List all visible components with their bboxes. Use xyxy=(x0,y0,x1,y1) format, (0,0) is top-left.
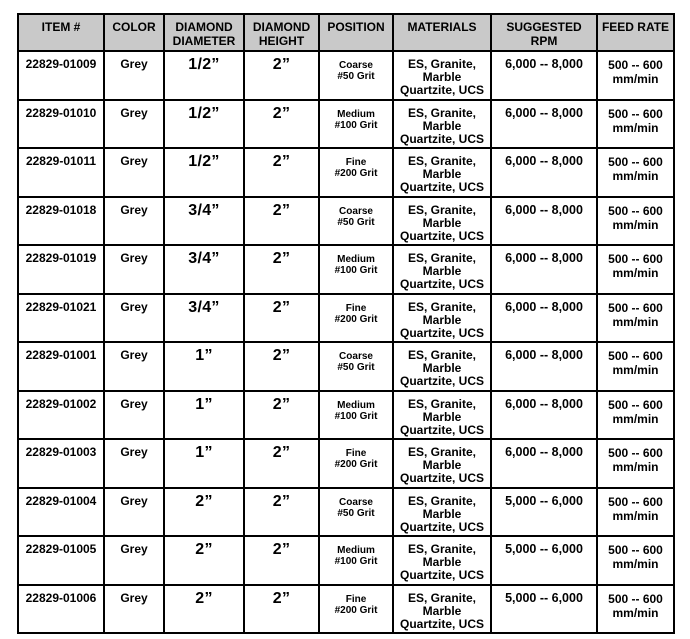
cell-materials: ES, Granite, Marble Quartzite, UCS xyxy=(393,342,491,391)
column-header-materials: MATERIALS xyxy=(393,14,491,51)
table-header xyxy=(18,14,674,51)
cell-position xyxy=(319,51,393,100)
cell-suggested-rpm: 6,000 -- 8,000 xyxy=(491,148,597,197)
cell-diamond-diameter: 2” xyxy=(164,536,244,585)
table-row xyxy=(18,439,674,488)
position-grade: Fine xyxy=(345,448,367,459)
cell-feed-rate: 500 -- 600 mm/min xyxy=(597,488,674,537)
cell-diamond-height: 2” xyxy=(244,100,319,149)
cell-suggested-rpm: 6,000 -- 8,000 xyxy=(491,391,597,440)
position-grit: #100 Grit xyxy=(334,119,378,131)
cell-position xyxy=(319,148,393,197)
table-row xyxy=(18,391,674,440)
column-header-diamond-height: DIAMOND HEIGHT xyxy=(244,14,319,51)
cell-diamond-diameter: 1” xyxy=(164,439,244,488)
cell-feed-rate: 500 -- 600 mm/min xyxy=(597,294,674,343)
cell-color: Grey xyxy=(104,488,164,537)
position-grade: Coarse xyxy=(339,205,373,217)
table-row xyxy=(18,100,674,149)
cell-suggested-rpm: 6,000 -- 8,000 xyxy=(491,245,597,294)
cell-position xyxy=(319,439,393,488)
cell-diamond-height: 2” xyxy=(244,197,319,246)
cell-position xyxy=(319,488,393,537)
cell-item-number: 22829-01001 xyxy=(18,342,104,391)
position-grade: Fine xyxy=(345,157,367,168)
position-grit: #200 Grit xyxy=(334,459,378,470)
cell-color: Grey xyxy=(104,585,164,634)
column-header-item-number: ITEM # xyxy=(18,14,104,51)
cell-position xyxy=(319,100,393,149)
cell-suggested-rpm: 6,000 -- 8,000 xyxy=(491,51,597,100)
cell-suggested-rpm: 6,000 -- 8,000 xyxy=(491,342,597,391)
table-row xyxy=(18,148,674,197)
cell-position xyxy=(319,245,393,294)
cell-diamond-height: 2” xyxy=(244,391,319,440)
product-spec-table xyxy=(17,13,675,634)
position-grit: #50 Grit xyxy=(337,216,375,228)
column-header-position: POSITION xyxy=(319,14,393,51)
cell-suggested-rpm: 6,000 -- 8,000 xyxy=(491,197,597,246)
cell-position xyxy=(319,342,393,391)
table-body xyxy=(18,51,674,633)
cell-item-number: 22829-01009 xyxy=(18,51,104,100)
cell-item-number: 22829-01006 xyxy=(18,585,104,634)
cell-diamond-diameter: 2” xyxy=(164,488,244,537)
cell-feed-rate: 500 -- 600 mm/min xyxy=(597,585,674,634)
cell-position xyxy=(319,391,393,440)
cell-diamond-height: 2” xyxy=(244,148,319,197)
cell-position xyxy=(319,294,393,343)
cell-color: Grey xyxy=(104,536,164,585)
cell-suggested-rpm: 5,000 -- 6,000 xyxy=(491,488,597,537)
cell-item-number: 22829-01021 xyxy=(18,294,104,343)
cell-diamond-diameter: 1/2” xyxy=(164,148,244,197)
cell-item-number: 22829-01002 xyxy=(18,391,104,440)
cell-feed-rate: 500 -- 600 mm/min xyxy=(597,439,674,488)
cell-materials: ES, Granite, Marble Quartzite, UCS xyxy=(393,245,491,294)
cell-suggested-rpm: 6,000 -- 8,000 xyxy=(491,439,597,488)
cell-diamond-diameter: 1/2” xyxy=(164,100,244,149)
cell-diamond-diameter: 1/2” xyxy=(164,51,244,100)
table-row xyxy=(18,197,674,246)
cell-item-number: 22829-01003 xyxy=(18,439,104,488)
cell-materials: ES, Granite, Marble Quartzite, UCS xyxy=(393,585,491,634)
cell-materials: ES, Granite, Marble Quartzite, UCS xyxy=(393,536,491,585)
cell-item-number: 22829-01005 xyxy=(18,536,104,585)
cell-materials: ES, Granite, Marble Quartzite, UCS xyxy=(393,294,491,343)
position-grit: #200 Grit xyxy=(334,168,378,179)
cell-diamond-diameter: 2” xyxy=(164,585,244,634)
cell-diamond-diameter: 3/4” xyxy=(164,197,244,246)
column-header-suggested-rpm: SUGGESTED RPM xyxy=(491,14,597,51)
position-grade: Medium xyxy=(337,108,375,120)
table-row xyxy=(18,245,674,294)
position-grit: #100 Grit xyxy=(334,410,378,422)
cell-diamond-height: 2” xyxy=(244,585,319,634)
cell-feed-rate: 500 -- 600 mm/min xyxy=(597,342,674,391)
cell-color: Grey xyxy=(104,294,164,343)
cell-feed-rate: 500 -- 600 mm/min xyxy=(597,536,674,585)
cell-feed-rate: 500 -- 600 mm/min xyxy=(597,197,674,246)
cell-suggested-rpm: 5,000 -- 6,000 xyxy=(491,536,597,585)
position-grade: Coarse xyxy=(339,351,373,362)
cell-diamond-diameter: 3/4” xyxy=(164,294,244,343)
cell-diamond-height: 2” xyxy=(244,439,319,488)
cell-item-number: 22829-01010 xyxy=(18,100,104,149)
cell-diamond-height: 2” xyxy=(244,294,319,343)
cell-color: Grey xyxy=(104,51,164,100)
position-grade: Medium xyxy=(337,545,375,556)
cell-position xyxy=(319,197,393,246)
cell-feed-rate: 500 -- 600 mm/min xyxy=(597,245,674,294)
position-grade: Coarse xyxy=(339,496,373,508)
cell-feed-rate: 500 -- 600 mm/min xyxy=(597,100,674,149)
position-grit: #50 Grit xyxy=(337,507,375,519)
position-grade: Coarse xyxy=(339,60,373,71)
cell-diamond-diameter: 1” xyxy=(164,342,244,391)
cell-materials: ES, Granite, Marble Quartzite, UCS xyxy=(393,488,491,537)
cell-diamond-diameter: 1” xyxy=(164,391,244,440)
table-row xyxy=(18,536,674,585)
cell-item-number: 22829-01011 xyxy=(18,148,104,197)
position-grit: #100 Grit xyxy=(334,265,378,276)
position-grit: #50 Grit xyxy=(337,362,375,373)
cell-color: Grey xyxy=(104,197,164,246)
cell-materials: ES, Granite, Marble Quartzite, UCS xyxy=(393,439,491,488)
position-grit: #200 Grit xyxy=(334,604,378,616)
position-grit: #50 Grit xyxy=(337,71,375,82)
cell-feed-rate: 500 -- 600 mm/min xyxy=(597,148,674,197)
cell-color: Grey xyxy=(104,245,164,294)
cell-color: Grey xyxy=(104,148,164,197)
column-header-diamond-diameter: DIAMOND DIAMETER xyxy=(164,14,244,51)
cell-color: Grey xyxy=(104,439,164,488)
cell-color: Grey xyxy=(104,100,164,149)
cell-item-number: 22829-01019 xyxy=(18,245,104,294)
position-grit: #200 Grit xyxy=(334,313,378,325)
table-row xyxy=(18,585,674,634)
cell-diamond-height: 2” xyxy=(244,488,319,537)
cell-position xyxy=(319,585,393,634)
cell-materials: ES, Granite, Marble Quartzite, UCS xyxy=(393,148,491,197)
cell-diamond-height: 2” xyxy=(244,245,319,294)
cell-materials: ES, Granite, Marble Quartzite, UCS xyxy=(393,100,491,149)
cell-color: Grey xyxy=(104,391,164,440)
cell-suggested-rpm: 6,000 -- 8,000 xyxy=(491,294,597,343)
cell-diamond-height: 2” xyxy=(244,342,319,391)
column-header-feed-rate: FEED RATE xyxy=(597,14,674,51)
table-row xyxy=(18,51,674,100)
cell-suggested-rpm: 6,000 -- 8,000 xyxy=(491,100,597,149)
position-grade: Medium xyxy=(337,399,375,411)
cell-suggested-rpm: 5,000 -- 6,000 xyxy=(491,585,597,634)
cell-color: Grey xyxy=(104,342,164,391)
position-grade: Fine xyxy=(345,593,367,605)
cell-position xyxy=(319,536,393,585)
cell-feed-rate: 500 -- 600 mm/min xyxy=(597,51,674,100)
table-row xyxy=(18,488,674,537)
cell-item-number: 22829-01004 xyxy=(18,488,104,537)
cell-diamond-height: 2” xyxy=(244,51,319,100)
cell-item-number: 22829-01018 xyxy=(18,197,104,246)
cell-materials: ES, Granite, Marble Quartzite, UCS xyxy=(393,197,491,246)
position-grade: Fine xyxy=(345,302,367,314)
header-row xyxy=(18,14,674,51)
table-row xyxy=(18,342,674,391)
position-grade: Medium xyxy=(337,254,375,265)
cell-materials: ES, Granite, Marble Quartzite, UCS xyxy=(393,51,491,100)
cell-materials: ES, Granite, Marble Quartzite, UCS xyxy=(393,391,491,440)
table-row xyxy=(18,294,674,343)
position-grit: #100 Grit xyxy=(334,556,378,567)
column-header-color: COLOR xyxy=(104,14,164,51)
cell-diamond-diameter: 3/4” xyxy=(164,245,244,294)
cell-feed-rate: 500 -- 600 mm/min xyxy=(597,391,674,440)
cell-diamond-height: 2” xyxy=(244,536,319,585)
